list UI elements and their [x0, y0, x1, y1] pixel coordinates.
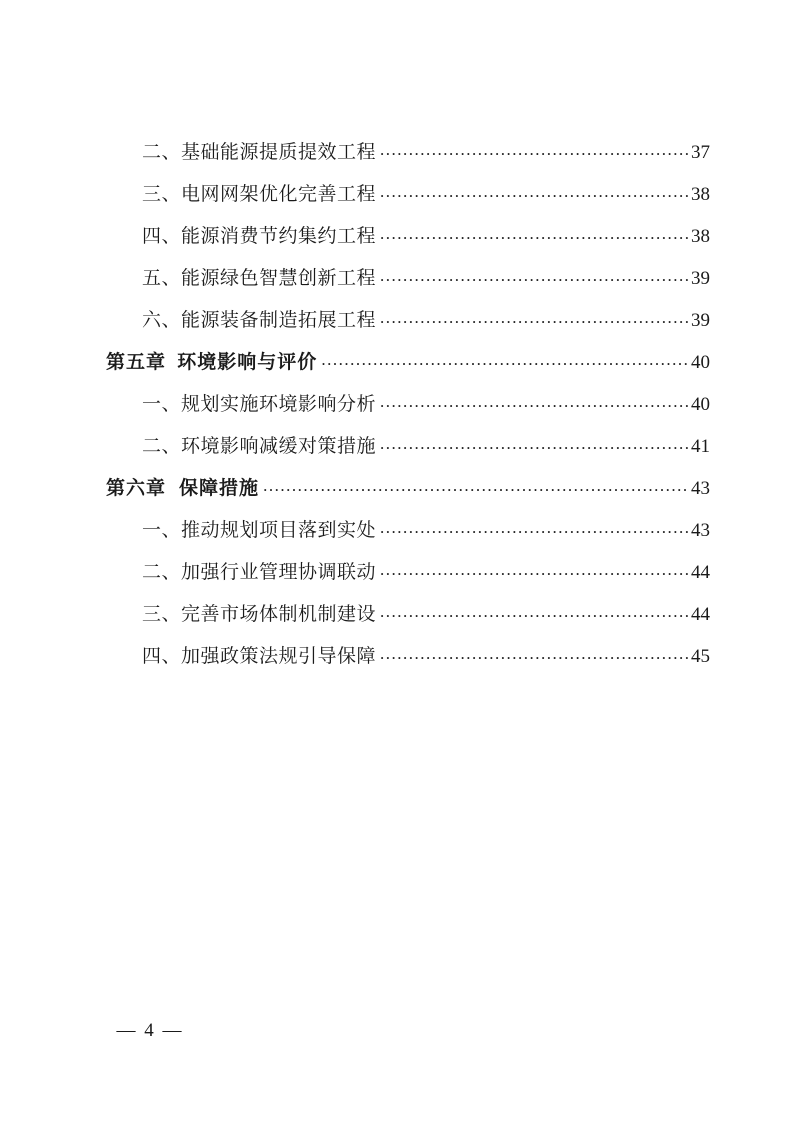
toc-leader-dots — [380, 423, 689, 465]
toc-leader-dots — [380, 129, 689, 171]
toc-entry-title: 环境影响与评价 — [177, 352, 318, 373]
toc-entry-label: 二、 — [142, 562, 182, 583]
toc-entry-title: 加强政策法规引导保障 — [181, 646, 377, 667]
toc-entry-page: 44 — [691, 604, 710, 625]
toc-leader-dots — [380, 171, 689, 213]
toc-entry-page: 44 — [691, 562, 710, 583]
toc-entry-label: 二、 — [142, 142, 182, 163]
toc-entry-title: 基础能源提质提效工程 — [181, 142, 377, 163]
toc-entry-title: 能源装备制造拓展工程 — [181, 310, 377, 331]
toc-entry-page: 45 — [691, 646, 710, 667]
toc-entry-title: 能源绿色智慧创新工程 — [181, 268, 377, 289]
toc-leader-dots — [380, 213, 689, 255]
toc-entry-label: 四、 — [142, 646, 182, 667]
toc-entry-title: 规划实施环境影响分析 — [181, 394, 377, 415]
toc-entry-label: 第六章 — [106, 478, 167, 499]
toc-leader-dots — [380, 633, 689, 675]
toc-entry-title: 环境影响减缓对策措施 — [181, 436, 377, 457]
toc-entry-page: 37 — [691, 142, 710, 163]
toc-entry-title: 推动规划项目落到实处 — [181, 520, 377, 541]
toc-entry[interactable] — [100, 300, 710, 342]
toc-entry-page: 41 — [691, 436, 710, 457]
toc-entry[interactable] — [100, 174, 710, 216]
toc-entry-title: 电网网架优化完善工程 — [181, 184, 377, 205]
toc-entry-label: 一、 — [142, 520, 182, 541]
toc-entry-page: 40 — [691, 352, 710, 373]
toc-entry-label: 一、 — [142, 394, 182, 415]
toc-entry-page: 43 — [691, 520, 710, 541]
toc-entry-label: 第五章 — [106, 352, 167, 373]
toc-entry-label: 二、 — [142, 436, 182, 457]
toc-leader-dots — [263, 465, 688, 507]
toc-entry[interactable] — [100, 258, 710, 300]
page-number: — 4 — — [116, 1020, 184, 1041]
toc-entry[interactable] — [100, 594, 710, 636]
toc-entry[interactable] — [100, 552, 710, 594]
toc-entry[interactable] — [100, 426, 710, 468]
toc-entry-label: 五、 — [142, 268, 182, 289]
toc-entry[interactable] — [100, 216, 710, 258]
toc-entry-label: 六、 — [142, 310, 182, 331]
toc-entry-page: 39 — [691, 268, 710, 289]
toc-entry[interactable] — [100, 510, 710, 552]
table-of-contents — [100, 132, 710, 678]
toc-entry[interactable] — [100, 384, 710, 426]
toc-entry-title: 能源消费节约集约工程 — [181, 226, 377, 247]
toc-entry[interactable] — [100, 132, 710, 174]
toc-entry-label: 三、 — [142, 184, 182, 205]
toc-entry-page: 43 — [691, 478, 710, 499]
toc-leader-dots — [380, 591, 689, 633]
toc-entry-page: 39 — [691, 310, 710, 331]
toc-entry-title: 加强行业管理协调联动 — [181, 562, 377, 583]
page-footer — [0, 1020, 800, 1042]
toc-entry-chapter[interactable] — [100, 468, 710, 510]
toc-leader-dots — [321, 339, 689, 381]
toc-leader-dots — [380, 507, 689, 549]
toc-entry-page: 38 — [691, 226, 710, 247]
toc-entry-page: 40 — [691, 394, 710, 415]
toc-entry-label: 三、 — [142, 604, 182, 625]
toc-entry-title: 完善市场体制机制建设 — [181, 604, 377, 625]
toc-entry[interactable] — [100, 636, 710, 678]
toc-entry-page: 38 — [691, 184, 710, 205]
toc-leader-dots — [380, 381, 689, 423]
toc-leader-dots — [380, 255, 689, 297]
toc-leader-dots — [380, 549, 689, 591]
toc-leader-dots — [380, 297, 689, 339]
toc-entry-chapter[interactable] — [100, 342, 710, 384]
toc-entry-title: 保障措施 — [179, 478, 260, 499]
toc-entry-label: 四、 — [142, 226, 182, 247]
